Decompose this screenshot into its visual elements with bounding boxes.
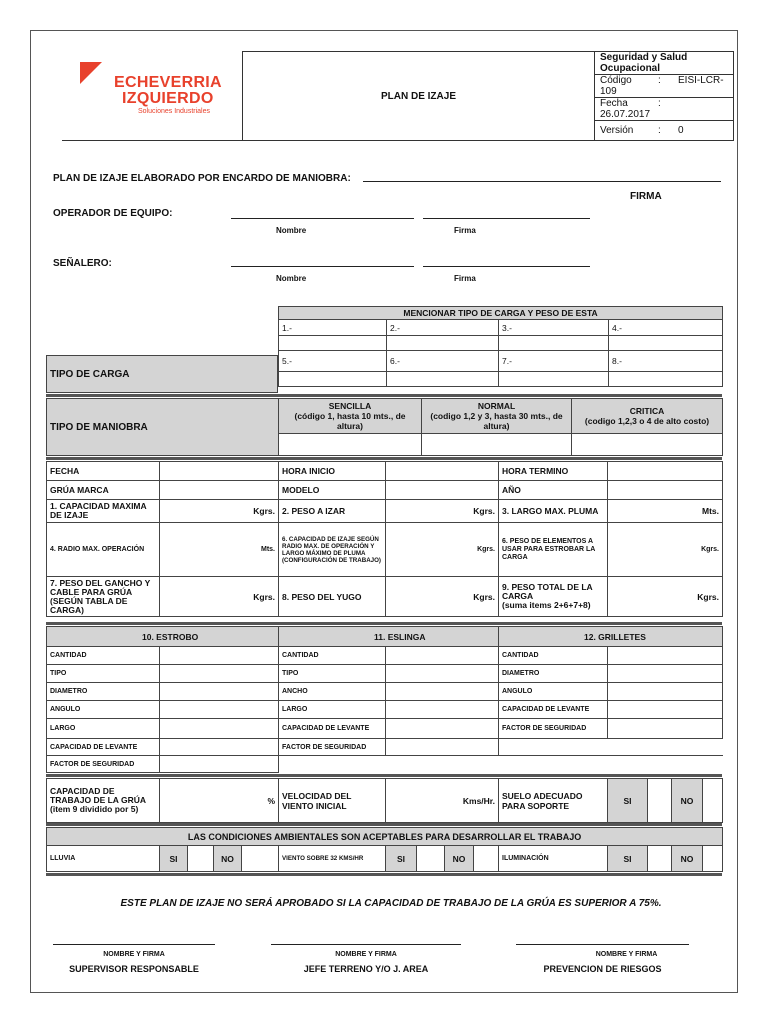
grilletes-row-label: DIAMETRO (499, 665, 608, 683)
estrobo-row-label: CAPACIDAD DE LEVANTE (47, 739, 160, 756)
senalero-name-line[interactable] (231, 266, 414, 267)
grilletes-row-label: CAPACIDAD DE LEVANTE (499, 701, 608, 719)
empty-cell (499, 739, 723, 756)
prevencion-signature-line[interactable] (516, 944, 689, 945)
eslinga-row-field[interactable] (386, 683, 499, 701)
anio-label: AÑO (499, 481, 608, 500)
firma-caption-small: Firma (454, 226, 476, 235)
section-separator (46, 823, 722, 826)
fecha-value: 26.07.2017 (600, 109, 651, 120)
sencilla-desc: (código 1, hasta 10 mts., de altura) (294, 410, 406, 431)
carga-item-8[interactable]: 8.- (609, 351, 723, 372)
velocidad-viento-field[interactable]: Kms/Hr. (386, 779, 499, 823)
grilletes-row-label: ANGULO (499, 683, 608, 701)
grilletes-row-field[interactable] (608, 665, 723, 683)
estrobo-row-label: TIPO (47, 665, 160, 683)
iluminacion-si-checkbox[interactable] (648, 846, 672, 872)
version-row (595, 121, 734, 141)
codigo-value: EISI-LCR-109 (600, 75, 724, 97)
supervisor-title: SUPERVISOR RESPONSABLE (69, 964, 199, 974)
plan-elaborado-label: PLAN DE IZAJE ELABORADO POR ENCARDO DE MANIOBRA: (53, 173, 351, 184)
estrobo-row-label: CANTIDAD (47, 647, 160, 665)
eslinga-row-label: ANCHO (279, 683, 386, 701)
estrobo-title: 10. ESTROBO (47, 627, 279, 647)
firma-caption: FIRMA (630, 191, 662, 202)
colon: : (658, 125, 661, 136)
carga-item-6[interactable]: 6.- (387, 351, 499, 372)
eslinga-row-label: CAPACIDAD DE LEVANTE (279, 719, 386, 739)
operador-signature-line[interactable] (423, 218, 590, 219)
peso-total-sub: (suma items 2+6+7+8) (502, 600, 591, 610)
capacidad-trabajo-label: CAPACIDAD DE TRABAJO DE LA GRÚA (item 9 dividido por 5) (47, 779, 160, 823)
carga-table (278, 306, 723, 387)
sencilla-check[interactable] (279, 433, 422, 455)
carga-weight-8[interactable] (609, 372, 723, 387)
estrobo-row-field[interactable] (160, 739, 279, 756)
senalero-label: SEÑALERO: (53, 258, 112, 269)
grua-marca-label: GRÚA MARCA (47, 481, 160, 500)
grilletes-row-field[interactable] (608, 701, 723, 719)
section-separator (46, 394, 722, 397)
maniobra-normal (422, 399, 572, 434)
iluminacion-si-label: SI (608, 846, 648, 872)
ambiente-header: LAS CONDICIONES AMBIENTALES SON ACEPTABLES PARA DESARROLLAR EL TRABAJO (47, 828, 723, 846)
carga-item-4[interactable]: 4.- (609, 320, 723, 336)
codigo-row (595, 75, 734, 98)
lluvia-si-checkbox[interactable] (188, 846, 214, 872)
peso-gancho-field[interactable]: Kgrs. (160, 577, 279, 617)
jefe-signature-line[interactable] (271, 944, 461, 945)
peso-yugo-label: 8. PESO DEL YUGO (279, 577, 386, 617)
carga-weight-4[interactable] (609, 336, 723, 351)
radio-max-field[interactable]: Mts. (160, 523, 279, 577)
largo-pluma-field[interactable]: Mts. (608, 500, 723, 523)
carga-weight-1[interactable] (279, 336, 387, 351)
viento-si-checkbox[interactable] (417, 846, 445, 872)
hora-inicio-label: HORA INICIO (279, 462, 386, 481)
viento-si-label: SI (386, 846, 417, 872)
iluminacion-no-checkbox[interactable] (703, 846, 723, 872)
peso-elementos-label: 6. PESO DE ELEMENTOS A USAR PARA ESTROBAR LA CARGA (499, 523, 608, 577)
carga-weight-7[interactable] (499, 372, 609, 387)
supervisor-signature-line[interactable] (53, 944, 215, 945)
eslinga-row-label: LARGO (279, 701, 386, 719)
capacidad-izaje-field[interactable]: Kgrs. (386, 523, 499, 577)
critica-title: CRITICA (629, 405, 665, 416)
logo-tagline: Soluciones Industriales (138, 107, 210, 115)
maniobra-critica (572, 399, 723, 434)
modelo-label: MODELO (279, 481, 386, 500)
eslinga-row-label: TIPO (279, 665, 386, 683)
peso-izar-label: 2. PESO A IZAR (279, 500, 386, 523)
nombre-caption: Nombre (276, 226, 307, 235)
rigging-table (46, 626, 723, 773)
iluminacion-no-label: NO (672, 846, 703, 872)
grilletes-row-label: FACTOR DE SEGURIDAD (499, 719, 608, 739)
lluvia-si-label: SI (160, 846, 188, 872)
estrobo-row-label: ANGULO (47, 701, 160, 719)
estrobo-row-field[interactable] (160, 647, 279, 665)
velocidad-viento-label: VELOCIDAD DEL VIENTO INICIAL (279, 779, 386, 823)
critica-desc: (codigo 1,2,3 o 4 de alto costo) (584, 415, 710, 426)
version-value: 0 (678, 125, 684, 136)
grilletes-row-label: CANTIDAD (499, 647, 608, 665)
estrobo-row-field[interactable] (160, 701, 279, 719)
grilletes-title: 12. GRILLETES (499, 627, 723, 647)
lluvia-no-label: NO (214, 846, 242, 872)
section-separator (46, 457, 722, 460)
peso-total-title: 9. PESO TOTAL DE LA CARGA (502, 582, 593, 601)
lluvia-label: LLUVIA (47, 846, 160, 872)
anio-field[interactable] (608, 481, 723, 500)
nombre-firma-caption: NOMBRE Y FIRMA (595, 951, 658, 958)
normal-desc: (codigo 1,2 y 3, hasta 30 mts., de altura) (430, 410, 563, 431)
suelo-si-checkbox[interactable] (648, 779, 672, 823)
carga-item-3[interactable]: 3.- (499, 320, 609, 336)
viento-no-checkbox[interactable] (474, 846, 499, 872)
capacidad-izaje-label: 6. CAPACIDAD DE IZAJE SEGÚN RADIO MAX. DE OPERACIÓN Y LARGO MÁXIMO DE PLUMA (CONFIGURACIÓN DE TRABAJO) (279, 523, 386, 577)
eslinga-title: 11. ESLINGA (279, 627, 499, 647)
eslinga-row-label: CANTIDAD (279, 647, 386, 665)
document-header (62, 51, 734, 136)
colon: : (658, 98, 661, 109)
logo-triangle-icon (80, 62, 102, 84)
tipo-carga-label: TIPO DE CARGA (47, 356, 278, 393)
lluvia-no-checkbox[interactable] (242, 846, 279, 872)
eslinga-row-field[interactable] (386, 665, 499, 683)
version-label: Versión (600, 125, 634, 136)
suelo-adecuado-label: SUELO ADECUADO PARA SOPORTE (499, 779, 608, 823)
grilletes-row-field[interactable] (608, 647, 723, 665)
estrobo-row-field[interactable] (160, 683, 279, 701)
peso-yugo-field[interactable]: Kgrs. (386, 577, 499, 617)
logo-text-line1: ECHEVERRIA (114, 73, 222, 91)
estrobo-row-field[interactable] (160, 719, 279, 739)
nombre-firma-caption: NOMBRE Y FIRMA (335, 951, 397, 958)
document-title: PLAN DE IZAJE (243, 52, 595, 141)
normal-check[interactable] (422, 433, 572, 455)
estrobo-row-field[interactable] (160, 756, 279, 773)
suelo-si-label: SI (608, 779, 648, 823)
capacidad-maxima-field[interactable]: Kgrs. (160, 500, 279, 523)
peso-izar-field[interactable]: Kgrs. (386, 500, 499, 523)
suelo-no-label: NO (672, 779, 703, 823)
encargado-signature-line[interactable] (363, 181, 721, 182)
general-data-table (46, 461, 723, 617)
peso-gancho-label: 7. PESO DEL GANCHO Y CABLE PARA GRÚA (SEGÚN TABLA DE CARGA) (47, 577, 160, 617)
section-separator (46, 774, 722, 777)
section-separator (46, 873, 722, 876)
operador-name-line[interactable] (231, 218, 414, 219)
prevencion-title: PREVENCION DE RIESGOS (543, 964, 662, 974)
fecha-row (595, 98, 734, 121)
ambiente-table (46, 827, 723, 872)
estrobo-row-label: FACTOR DE SEGURIDAD (47, 756, 160, 773)
carga-weight-6[interactable] (387, 372, 499, 387)
carga-item-7[interactable]: 7.- (499, 351, 609, 372)
normal-title: NORMAL (477, 400, 516, 411)
eslinga-row-field[interactable] (386, 719, 499, 739)
nombre-firma-caption: NOMBRE Y FIRMA (103, 951, 165, 958)
codigo-label: Código (600, 75, 632, 86)
peso-total-field[interactable]: Kgrs. (608, 577, 723, 617)
grua-marca-field[interactable] (160, 481, 279, 500)
carga-header: MENCIONAR TIPO DE CARGA Y PESO DE ESTA (279, 307, 723, 320)
capacidad-trabajo-field[interactable]: % (160, 779, 279, 823)
estrobo-row-label: LARGO (47, 719, 160, 739)
tipo-maniobra-label: TIPO DE MANIOBRA (47, 399, 279, 456)
radio-max-label: 4. RADIO MAX. OPERACIÓN (47, 523, 160, 577)
modelo-field[interactable] (386, 481, 499, 500)
hora-inicio-field[interactable] (386, 462, 499, 481)
estrobo-row-field[interactable] (160, 665, 279, 683)
eslinga-row-label: FACTOR DE SEGURIDAD (279, 739, 386, 756)
maniobra-sencilla (279, 399, 422, 434)
fecha-field[interactable] (160, 462, 279, 481)
carga-weight-3[interactable] (499, 336, 609, 351)
eslinga-row-field[interactable] (386, 701, 499, 719)
carga-weight-2[interactable] (387, 336, 499, 351)
largo-pluma-label: 3. LARGO MAX. PLUMA (499, 500, 608, 523)
department-label: Seguridad y Salud Ocupacional (595, 52, 734, 75)
suelo-no-checkbox[interactable] (703, 779, 723, 823)
trabajo-table (46, 778, 723, 823)
empty-cell (279, 756, 723, 773)
operador-label: OPERADOR DE EQUIPO: (53, 208, 173, 219)
viento-label: VIENTO SOBRE 32 KMS/HR (279, 846, 386, 872)
maniobra-table (46, 398, 723, 456)
iluminacion-label: ILUMINACIÓN (499, 846, 608, 872)
fecha-label: Fecha (600, 98, 628, 109)
peso-elementos-field[interactable]: Kgrs. (608, 523, 723, 577)
critica-check[interactable] (572, 433, 723, 455)
jefe-title: JEFE TERRENO Y/O J. AREA (303, 964, 429, 974)
peso-total-label (499, 577, 608, 617)
grilletes-row-field[interactable] (608, 683, 723, 701)
hora-termino-label: HORA TERMINO (499, 462, 608, 481)
carga-weight-5[interactable] (279, 372, 387, 387)
hora-termino-field[interactable] (608, 462, 723, 481)
nombre-caption: Nombre (276, 274, 307, 283)
eslinga-row-field[interactable] (386, 739, 499, 756)
section-separator (46, 622, 722, 625)
grilletes-row-field[interactable] (608, 719, 723, 739)
viento-no-label: NO (445, 846, 474, 872)
firma-caption-small: Firma (454, 274, 476, 283)
capacidad-maxima-label: 1. CAPACIDAD MAXIMA DE IZAJE (47, 500, 160, 523)
logo-text-line2: IZQUIERDO (122, 89, 214, 107)
company-logo (62, 52, 243, 141)
tipo-carga-label-box (46, 355, 278, 393)
fecha-label: FECHA (47, 462, 160, 481)
carga-item-1[interactable]: 1.- (279, 320, 387, 336)
carga-item-2[interactable]: 2.- (387, 320, 499, 336)
senalero-signature-line[interactable] (423, 266, 590, 267)
sencilla-title: SENCILLA (328, 400, 372, 411)
approval-warning: ESTE PLAN DE IZAJE NO SERÁ APROBADO SI LA CAPACIDAD DE TRABAJO DE LA GRÚA ES SUPERIOR A 75%. (120, 898, 662, 909)
colon: : (658, 75, 661, 86)
eslinga-row-field[interactable] (386, 647, 499, 665)
estrobo-row-label: DIAMETRO (47, 683, 160, 701)
carga-item-5[interactable]: 5.- (279, 351, 387, 372)
